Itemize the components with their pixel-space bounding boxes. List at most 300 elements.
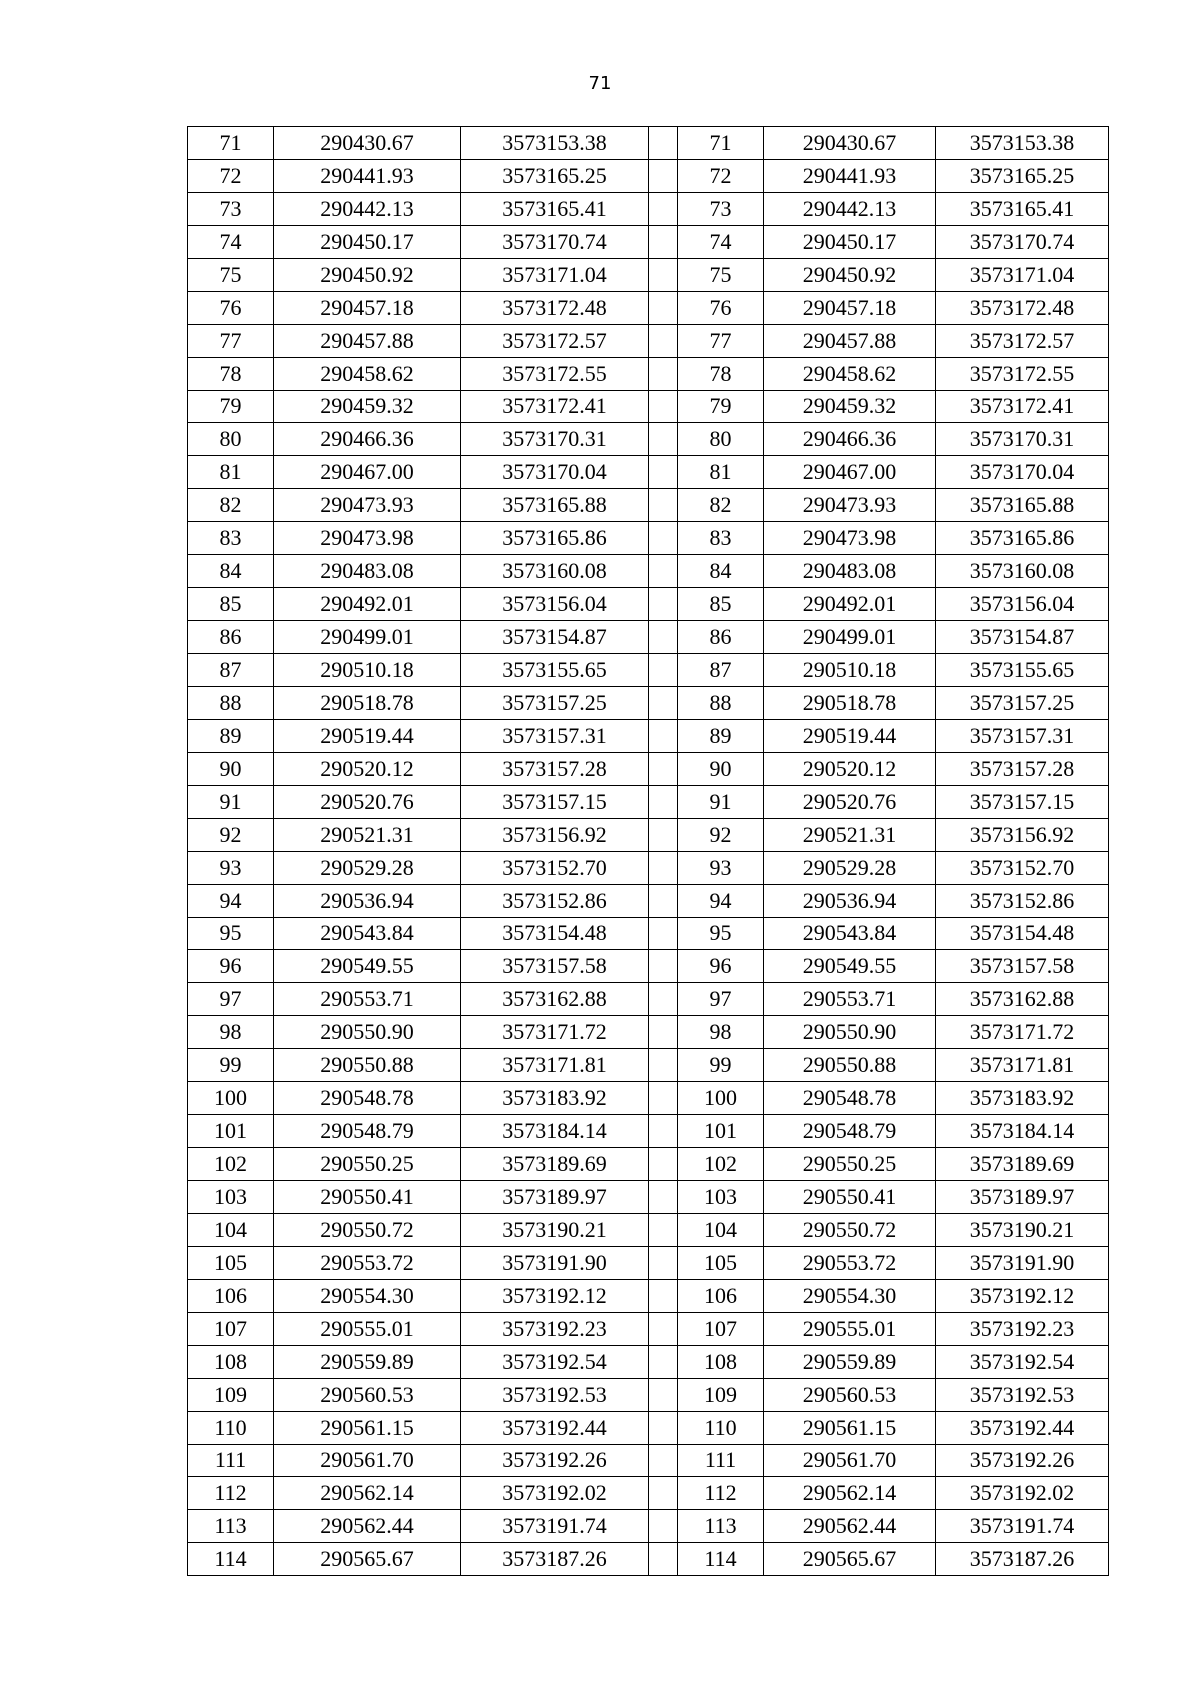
left-x-coordinate: 290561.15 (274, 1411, 461, 1444)
right-y-coordinate: 3573190.21 (936, 1213, 1109, 1246)
left-y-coordinate: 3573156.92 (461, 818, 649, 851)
right-point-number: 80 (678, 423, 764, 456)
separator-cell (649, 423, 678, 456)
left-point-number: 78 (188, 357, 274, 390)
right-y-coordinate: 3573192.12 (936, 1279, 1109, 1312)
separator-cell (649, 1444, 678, 1477)
table-row (188, 752, 1109, 785)
left-x-coordinate: 290483.08 (274, 555, 461, 588)
right-y-coordinate: 3573165.88 (936, 489, 1109, 522)
table-row (188, 851, 1109, 884)
left-y-coordinate: 3573192.12 (461, 1279, 649, 1312)
left-y-coordinate: 3573154.48 (461, 917, 649, 950)
separator-cell (649, 1411, 678, 1444)
right-point-number: 114 (678, 1543, 764, 1576)
right-y-coordinate: 3573191.74 (936, 1510, 1109, 1543)
right-x-coordinate: 290561.70 (764, 1444, 936, 1477)
left-x-coordinate: 290466.36 (274, 423, 461, 456)
left-x-coordinate: 290550.88 (274, 1049, 461, 1082)
right-point-number: 95 (678, 917, 764, 950)
left-point-number: 93 (188, 851, 274, 884)
right-x-coordinate: 290467.00 (764, 456, 936, 489)
right-y-coordinate: 3573171.72 (936, 1016, 1109, 1049)
left-point-number: 73 (188, 192, 274, 225)
right-x-coordinate: 290562.44 (764, 1510, 936, 1543)
right-y-coordinate: 3573192.54 (936, 1345, 1109, 1378)
table-row (188, 1082, 1109, 1115)
right-point-number: 102 (678, 1148, 764, 1181)
left-point-number: 79 (188, 390, 274, 423)
separator-cell (649, 686, 678, 719)
right-x-coordinate: 290548.78 (764, 1082, 936, 1115)
right-x-coordinate: 290560.53 (764, 1378, 936, 1411)
separator-cell (649, 1477, 678, 1510)
left-x-coordinate: 290450.17 (274, 225, 461, 258)
left-y-coordinate: 3573157.28 (461, 752, 649, 785)
left-x-coordinate: 290560.53 (274, 1378, 461, 1411)
left-x-coordinate: 290561.70 (274, 1444, 461, 1477)
left-point-number: 89 (188, 719, 274, 752)
left-x-coordinate: 290529.28 (274, 851, 461, 884)
table-row (188, 1049, 1109, 1082)
left-y-coordinate: 3573189.69 (461, 1148, 649, 1181)
right-x-coordinate: 290510.18 (764, 654, 936, 687)
right-y-coordinate: 3573192.23 (936, 1312, 1109, 1345)
right-point-number: 100 (678, 1082, 764, 1115)
right-point-number: 96 (678, 950, 764, 983)
separator-cell (649, 719, 678, 752)
separator-cell (649, 1115, 678, 1148)
separator-cell (649, 1510, 678, 1543)
right-x-coordinate: 290519.44 (764, 719, 936, 752)
right-y-coordinate: 3573154.87 (936, 621, 1109, 654)
right-x-coordinate: 290499.01 (764, 621, 936, 654)
right-y-coordinate: 3573170.04 (936, 456, 1109, 489)
left-point-number: 84 (188, 555, 274, 588)
right-y-coordinate: 3573170.74 (936, 225, 1109, 258)
left-point-number: 108 (188, 1345, 274, 1378)
right-point-number: 76 (678, 291, 764, 324)
table-row (188, 1543, 1109, 1576)
left-y-coordinate: 3573191.74 (461, 1510, 649, 1543)
right-point-number: 83 (678, 522, 764, 555)
table-row (188, 1444, 1109, 1477)
separator-cell (649, 983, 678, 1016)
left-x-coordinate: 290543.84 (274, 917, 461, 950)
right-y-coordinate: 3573192.53 (936, 1378, 1109, 1411)
right-point-number: 98 (678, 1016, 764, 1049)
right-point-number: 109 (678, 1378, 764, 1411)
left-point-number: 100 (188, 1082, 274, 1115)
right-point-number: 82 (678, 489, 764, 522)
right-x-coordinate: 290561.15 (764, 1411, 936, 1444)
left-x-coordinate: 290548.79 (274, 1115, 461, 1148)
left-point-number: 75 (188, 258, 274, 291)
right-point-number: 71 (678, 127, 764, 160)
left-x-coordinate: 290550.41 (274, 1181, 461, 1214)
right-point-number: 107 (678, 1312, 764, 1345)
right-point-number: 90 (678, 752, 764, 785)
left-y-coordinate: 3573157.31 (461, 719, 649, 752)
table-row (188, 917, 1109, 950)
left-x-coordinate: 290458.62 (274, 357, 461, 390)
table-row (188, 159, 1109, 192)
right-point-number: 111 (678, 1444, 764, 1477)
separator-cell (649, 752, 678, 785)
left-x-coordinate: 290499.01 (274, 621, 461, 654)
left-point-number: 87 (188, 654, 274, 687)
right-x-coordinate: 290466.36 (764, 423, 936, 456)
right-x-coordinate: 290562.14 (764, 1477, 936, 1510)
table-row (188, 291, 1109, 324)
right-x-coordinate: 290553.72 (764, 1246, 936, 1279)
right-y-coordinate: 3573171.81 (936, 1049, 1109, 1082)
separator-cell (649, 522, 678, 555)
left-x-coordinate: 290467.00 (274, 456, 461, 489)
right-x-coordinate: 290492.01 (764, 588, 936, 621)
right-point-number: 99 (678, 1049, 764, 1082)
table-row (188, 1378, 1109, 1411)
right-y-coordinate: 3573165.86 (936, 522, 1109, 555)
left-point-number: 104 (188, 1213, 274, 1246)
table-row (188, 621, 1109, 654)
table-row (188, 192, 1109, 225)
left-x-coordinate: 290510.18 (274, 654, 461, 687)
right-x-coordinate: 290549.55 (764, 950, 936, 983)
left-y-coordinate: 3573156.04 (461, 588, 649, 621)
left-y-coordinate: 3573154.87 (461, 621, 649, 654)
left-y-coordinate: 3573170.74 (461, 225, 649, 258)
left-y-coordinate: 3573157.58 (461, 950, 649, 983)
left-y-coordinate: 3573192.54 (461, 1345, 649, 1378)
right-point-number: 104 (678, 1213, 764, 1246)
left-x-coordinate: 290554.30 (274, 1279, 461, 1312)
right-x-coordinate: 290442.13 (764, 192, 936, 225)
left-point-number: 103 (188, 1181, 274, 1214)
right-point-number: 77 (678, 324, 764, 357)
left-x-coordinate: 290548.78 (274, 1082, 461, 1115)
table-row (188, 983, 1109, 1016)
right-x-coordinate: 290473.98 (764, 522, 936, 555)
right-y-coordinate: 3573165.25 (936, 159, 1109, 192)
left-point-number: 112 (188, 1477, 274, 1510)
left-y-coordinate: 3573172.57 (461, 324, 649, 357)
table-row (188, 456, 1109, 489)
left-y-coordinate: 3573187.26 (461, 1543, 649, 1576)
left-x-coordinate: 290457.18 (274, 291, 461, 324)
separator-cell (649, 917, 678, 950)
left-x-coordinate: 290562.14 (274, 1477, 461, 1510)
left-point-number: 113 (188, 1510, 274, 1543)
separator-cell (649, 785, 678, 818)
right-y-coordinate: 3573155.65 (936, 654, 1109, 687)
left-y-coordinate: 3573192.02 (461, 1477, 649, 1510)
left-x-coordinate: 290520.76 (274, 785, 461, 818)
right-point-number: 88 (678, 686, 764, 719)
separator-cell (649, 884, 678, 917)
left-point-number: 97 (188, 983, 274, 1016)
right-y-coordinate: 3573165.41 (936, 192, 1109, 225)
right-point-number: 84 (678, 555, 764, 588)
separator-cell (649, 818, 678, 851)
table-row (188, 1016, 1109, 1049)
left-point-number: 106 (188, 1279, 274, 1312)
right-point-number: 94 (678, 884, 764, 917)
left-point-number: 90 (188, 752, 274, 785)
right-point-number: 79 (678, 390, 764, 423)
left-point-number: 107 (188, 1312, 274, 1345)
right-y-coordinate: 3573172.57 (936, 324, 1109, 357)
left-point-number: 99 (188, 1049, 274, 1082)
left-y-coordinate: 3573152.70 (461, 851, 649, 884)
left-point-number: 110 (188, 1411, 274, 1444)
right-y-coordinate: 3573191.90 (936, 1246, 1109, 1279)
left-point-number: 82 (188, 489, 274, 522)
separator-cell (649, 1148, 678, 1181)
table-row (188, 390, 1109, 423)
separator-cell (649, 225, 678, 258)
right-x-coordinate: 290430.67 (764, 127, 936, 160)
left-y-coordinate: 3573157.15 (461, 785, 649, 818)
right-y-coordinate: 3573184.14 (936, 1115, 1109, 1148)
separator-cell (649, 1279, 678, 1312)
right-x-coordinate: 290548.79 (764, 1115, 936, 1148)
left-x-coordinate: 290442.13 (274, 192, 461, 225)
left-point-number: 102 (188, 1148, 274, 1181)
left-point-number: 81 (188, 456, 274, 489)
table-row (188, 423, 1109, 456)
left-y-coordinate: 3573170.31 (461, 423, 649, 456)
left-point-number: 111 (188, 1444, 274, 1477)
left-x-coordinate: 290562.44 (274, 1510, 461, 1543)
right-x-coordinate: 290550.88 (764, 1049, 936, 1082)
left-y-coordinate: 3573170.04 (461, 456, 649, 489)
left-x-coordinate: 290565.67 (274, 1543, 461, 1576)
right-point-number: 91 (678, 785, 764, 818)
separator-cell (649, 654, 678, 687)
separator-cell (649, 324, 678, 357)
left-y-coordinate: 3573160.08 (461, 555, 649, 588)
right-x-coordinate: 290529.28 (764, 851, 936, 884)
right-y-coordinate: 3573192.44 (936, 1411, 1109, 1444)
right-x-coordinate: 290520.76 (764, 785, 936, 818)
table-row (188, 1115, 1109, 1148)
left-y-coordinate: 3573152.86 (461, 884, 649, 917)
right-x-coordinate: 290483.08 (764, 555, 936, 588)
left-x-coordinate: 290459.32 (274, 390, 461, 423)
table-row (188, 1345, 1109, 1378)
left-point-number: 92 (188, 818, 274, 851)
coordinates-table-body (188, 127, 1109, 1576)
left-x-coordinate: 290553.71 (274, 983, 461, 1016)
left-point-number: 83 (188, 522, 274, 555)
separator-cell (649, 127, 678, 160)
right-point-number: 105 (678, 1246, 764, 1279)
right-y-coordinate: 3573170.31 (936, 423, 1109, 456)
right-point-number: 93 (678, 851, 764, 884)
right-x-coordinate: 290536.94 (764, 884, 936, 917)
right-point-number: 112 (678, 1477, 764, 1510)
table-row (188, 1181, 1109, 1214)
right-y-coordinate: 3573157.28 (936, 752, 1109, 785)
left-y-coordinate: 3573155.65 (461, 654, 649, 687)
left-x-coordinate: 290550.25 (274, 1148, 461, 1181)
right-point-number: 106 (678, 1279, 764, 1312)
right-x-coordinate: 290550.25 (764, 1148, 936, 1181)
right-y-coordinate: 3573187.26 (936, 1543, 1109, 1576)
table-row (188, 1246, 1109, 1279)
right-x-coordinate: 290450.17 (764, 225, 936, 258)
right-x-coordinate: 290559.89 (764, 1345, 936, 1378)
left-x-coordinate: 290549.55 (274, 950, 461, 983)
left-point-number: 109 (188, 1378, 274, 1411)
right-y-coordinate: 3573160.08 (936, 555, 1109, 588)
right-y-coordinate: 3573192.26 (936, 1444, 1109, 1477)
left-y-coordinate: 3573172.48 (461, 291, 649, 324)
left-y-coordinate: 3573190.21 (461, 1213, 649, 1246)
left-point-number: 105 (188, 1246, 274, 1279)
left-y-coordinate: 3573191.90 (461, 1246, 649, 1279)
left-x-coordinate: 290559.89 (274, 1345, 461, 1378)
right-y-coordinate: 3573156.04 (936, 588, 1109, 621)
separator-cell (649, 1213, 678, 1246)
right-y-coordinate: 3573157.25 (936, 686, 1109, 719)
right-x-coordinate: 290457.18 (764, 291, 936, 324)
left-y-coordinate: 3573165.86 (461, 522, 649, 555)
left-y-coordinate: 3573192.53 (461, 1378, 649, 1411)
table-row (188, 818, 1109, 851)
right-point-number: 89 (678, 719, 764, 752)
right-point-number: 113 (678, 1510, 764, 1543)
separator-cell (649, 1049, 678, 1082)
separator-cell (649, 1246, 678, 1279)
separator-cell (649, 390, 678, 423)
right-point-number: 73 (678, 192, 764, 225)
right-point-number: 72 (678, 159, 764, 192)
separator-cell (649, 1543, 678, 1576)
right-x-coordinate: 290521.31 (764, 818, 936, 851)
page-number: 71 (588, 73, 612, 94)
separator-cell (649, 851, 678, 884)
left-x-coordinate: 290555.01 (274, 1312, 461, 1345)
left-y-coordinate: 3573192.26 (461, 1444, 649, 1477)
right-point-number: 74 (678, 225, 764, 258)
left-y-coordinate: 3573192.44 (461, 1411, 649, 1444)
left-x-coordinate: 290536.94 (274, 884, 461, 917)
right-y-coordinate: 3573157.15 (936, 785, 1109, 818)
right-y-coordinate: 3573172.55 (936, 357, 1109, 390)
right-y-coordinate: 3573156.92 (936, 818, 1109, 851)
right-point-number: 85 (678, 588, 764, 621)
left-x-coordinate: 290473.98 (274, 522, 461, 555)
right-x-coordinate: 290457.88 (764, 324, 936, 357)
table-row (188, 588, 1109, 621)
right-x-coordinate: 290450.92 (764, 258, 936, 291)
right-x-coordinate: 290473.93 (764, 489, 936, 522)
left-point-number: 114 (188, 1543, 274, 1576)
separator-cell (649, 192, 678, 225)
separator-cell (649, 1181, 678, 1214)
right-x-coordinate: 290459.32 (764, 390, 936, 423)
table-row (188, 686, 1109, 719)
separator-cell (649, 1312, 678, 1345)
left-point-number: 95 (188, 917, 274, 950)
right-y-coordinate: 3573157.31 (936, 719, 1109, 752)
left-x-coordinate: 290550.72 (274, 1213, 461, 1246)
left-y-coordinate: 3573172.55 (461, 357, 649, 390)
table-row (188, 1312, 1109, 1345)
left-y-coordinate: 3573165.88 (461, 489, 649, 522)
left-y-coordinate: 3573165.25 (461, 159, 649, 192)
table-row (188, 258, 1109, 291)
left-point-number: 71 (188, 127, 274, 160)
left-y-coordinate: 3573189.97 (461, 1181, 649, 1214)
right-x-coordinate: 290554.30 (764, 1279, 936, 1312)
left-point-number: 80 (188, 423, 274, 456)
separator-cell (649, 1016, 678, 1049)
right-y-coordinate: 3573171.04 (936, 258, 1109, 291)
right-x-coordinate: 290553.71 (764, 983, 936, 1016)
right-y-coordinate: 3573152.70 (936, 851, 1109, 884)
table-row (188, 719, 1109, 752)
left-y-coordinate: 3573184.14 (461, 1115, 649, 1148)
table-row (188, 1148, 1109, 1181)
right-point-number: 78 (678, 357, 764, 390)
right-point-number: 92 (678, 818, 764, 851)
left-x-coordinate: 290430.67 (274, 127, 461, 160)
left-point-number: 76 (188, 291, 274, 324)
left-point-number: 86 (188, 621, 274, 654)
table-row (188, 1477, 1109, 1510)
right-point-number: 81 (678, 456, 764, 489)
left-point-number: 91 (188, 785, 274, 818)
right-x-coordinate: 290441.93 (764, 159, 936, 192)
separator-cell (649, 588, 678, 621)
right-point-number: 103 (678, 1181, 764, 1214)
right-x-coordinate: 290555.01 (764, 1312, 936, 1345)
left-x-coordinate: 290518.78 (274, 686, 461, 719)
table-row (188, 1510, 1109, 1543)
separator-cell (649, 357, 678, 390)
right-point-number: 97 (678, 983, 764, 1016)
right-point-number: 101 (678, 1115, 764, 1148)
left-point-number: 101 (188, 1115, 274, 1148)
table-row (188, 489, 1109, 522)
table-row (188, 950, 1109, 983)
table-row (188, 357, 1109, 390)
right-point-number: 108 (678, 1345, 764, 1378)
right-y-coordinate: 3573189.69 (936, 1148, 1109, 1181)
separator-cell (649, 489, 678, 522)
right-x-coordinate: 290543.84 (764, 917, 936, 950)
right-point-number: 87 (678, 654, 764, 687)
left-point-number: 85 (188, 588, 274, 621)
left-point-number: 74 (188, 225, 274, 258)
left-point-number: 98 (188, 1016, 274, 1049)
coordinates-table (187, 126, 1109, 1576)
left-x-coordinate: 290441.93 (274, 159, 461, 192)
right-point-number: 110 (678, 1411, 764, 1444)
table-row (188, 225, 1109, 258)
table-row (188, 522, 1109, 555)
left-x-coordinate: 290519.44 (274, 719, 461, 752)
left-x-coordinate: 290450.92 (274, 258, 461, 291)
left-y-coordinate: 3573171.72 (461, 1016, 649, 1049)
left-point-number: 88 (188, 686, 274, 719)
table-row (188, 1279, 1109, 1312)
right-point-number: 86 (678, 621, 764, 654)
right-y-coordinate: 3573154.48 (936, 917, 1109, 950)
